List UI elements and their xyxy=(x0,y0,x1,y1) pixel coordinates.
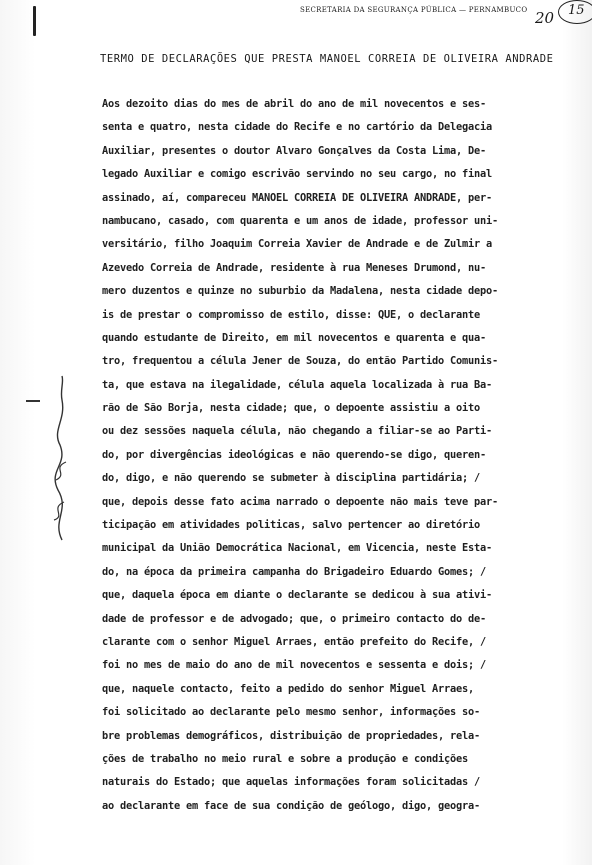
body-line: is de prestar o compromisso de estilo, disse: QUE, o declarante xyxy=(102,308,480,321)
body-line: do, na época da primeira campanha do Brigadeiro Eduardo Gomes; / xyxy=(102,565,486,578)
folio-stamp-number: 15 xyxy=(568,3,585,18)
body-line: que, depois desse fato acima narrado o depoente não mais teve par- xyxy=(102,495,498,508)
body-line: mero duzentos e quinze no suburbio da Madalena, nesta cidade depo- xyxy=(102,285,498,298)
folio-stamp xyxy=(558,0,592,24)
body-line: que, naquele contacto, feito a pedido do senhor Miguel Arraes, xyxy=(102,682,474,695)
body-line: naturais do Estado; que aquelas informações foram solicitadas / xyxy=(102,776,480,789)
folio-number: 20 xyxy=(535,9,555,27)
body-line: ou dez sessões naquela célula, não chegando a filiar-se ao Parti- xyxy=(102,425,492,438)
body-line: legado Auxiliar e comigo escrivão servindo no seu cargo, no final xyxy=(102,168,492,181)
body-line: foi no mes de maio do ano de mil novecentos e sessenta e dois; / xyxy=(102,659,486,672)
body-line: assinado, aí, compareceu MANOEL CORREIA DE OLIVEIRA ANDRADE, per- xyxy=(102,191,492,204)
document-title: TERMO DE DECLARAÇÕES QUE PRESTA MANOEL CORREIA DE OLIVEIRA ANDRADE xyxy=(100,53,554,65)
margin-signature xyxy=(40,370,80,550)
body-line: do, por divergências ideológicas e não querendo-se digo, queren- xyxy=(102,448,486,461)
body-line: dade de professor e de advogado; que, o primeiro contacto do de- xyxy=(102,612,486,625)
body-line: foi solicitado ao declarante pelo mesmo senhor, informações so- xyxy=(102,706,480,719)
declaration-body xyxy=(102,93,572,818)
issuer-header: SECRETARIA DA SEGURANÇA PÚBLICA — PERNAMBUCO xyxy=(300,6,528,14)
body-line: Azevedo Correia de Andrade, residente à rua Meneses Drumond, nu- xyxy=(102,261,486,274)
body-line: tro, frequentou a célula Jener de Souza, do então Partido Comunis- xyxy=(102,355,498,368)
body-line: Auxiliar, presentes o doutor Alvaro Gonçalves da Costa Lima, De- xyxy=(102,144,486,157)
body-line: Aos dezoito dias do mes de abril do ano de mil novecentos e ses- xyxy=(102,98,486,110)
body-line: quando estudante de Direito, em mil novecentos e quarenta e qua- xyxy=(102,331,486,344)
body-line: ções de trabalho no meio rural e sobre a produção e condições xyxy=(102,752,468,765)
body-line: ta, que estava na ilegalidade, célula aquela localizada à rua Ba- xyxy=(102,378,492,391)
body-line: municipal da União Democrática Nacional, em Vicencia, neste Esta- xyxy=(102,542,492,555)
margin-tick xyxy=(26,400,40,402)
body-line: bre problemas demográficos, distribuição de propriedades, rela- xyxy=(102,729,480,742)
body-line: ticipação em atividades politicas, salvo pertencer ao diretório xyxy=(102,519,480,532)
body-line: nambucano, casado, com quarenta e um anos de idade, professor uni- xyxy=(102,214,498,227)
margin-mark xyxy=(33,6,36,36)
body-line: senta e quatro, nesta cidade do Recife e no cartório da Delegacia xyxy=(102,121,492,134)
body-line: do, digo, e não querendo se submeter à disciplina partidária; / xyxy=(102,472,480,485)
body-line: ao declarante em face de sua condição de geólogo, digo, geogra- xyxy=(102,799,480,812)
body-line: versitário, filho Joaquim Correia Xavier de Andrade e de Zulmir a xyxy=(102,238,492,251)
body-line: rão de São Borja, nesta cidade; que, o depoente assistiu a oito xyxy=(102,402,480,415)
body-line: clarante com o senhor Miguel Arraes, então prefeito do Recife, / xyxy=(102,635,486,648)
body-line: que, daquela época em diante o declarante se dedicou à sua ativi- xyxy=(102,589,492,602)
